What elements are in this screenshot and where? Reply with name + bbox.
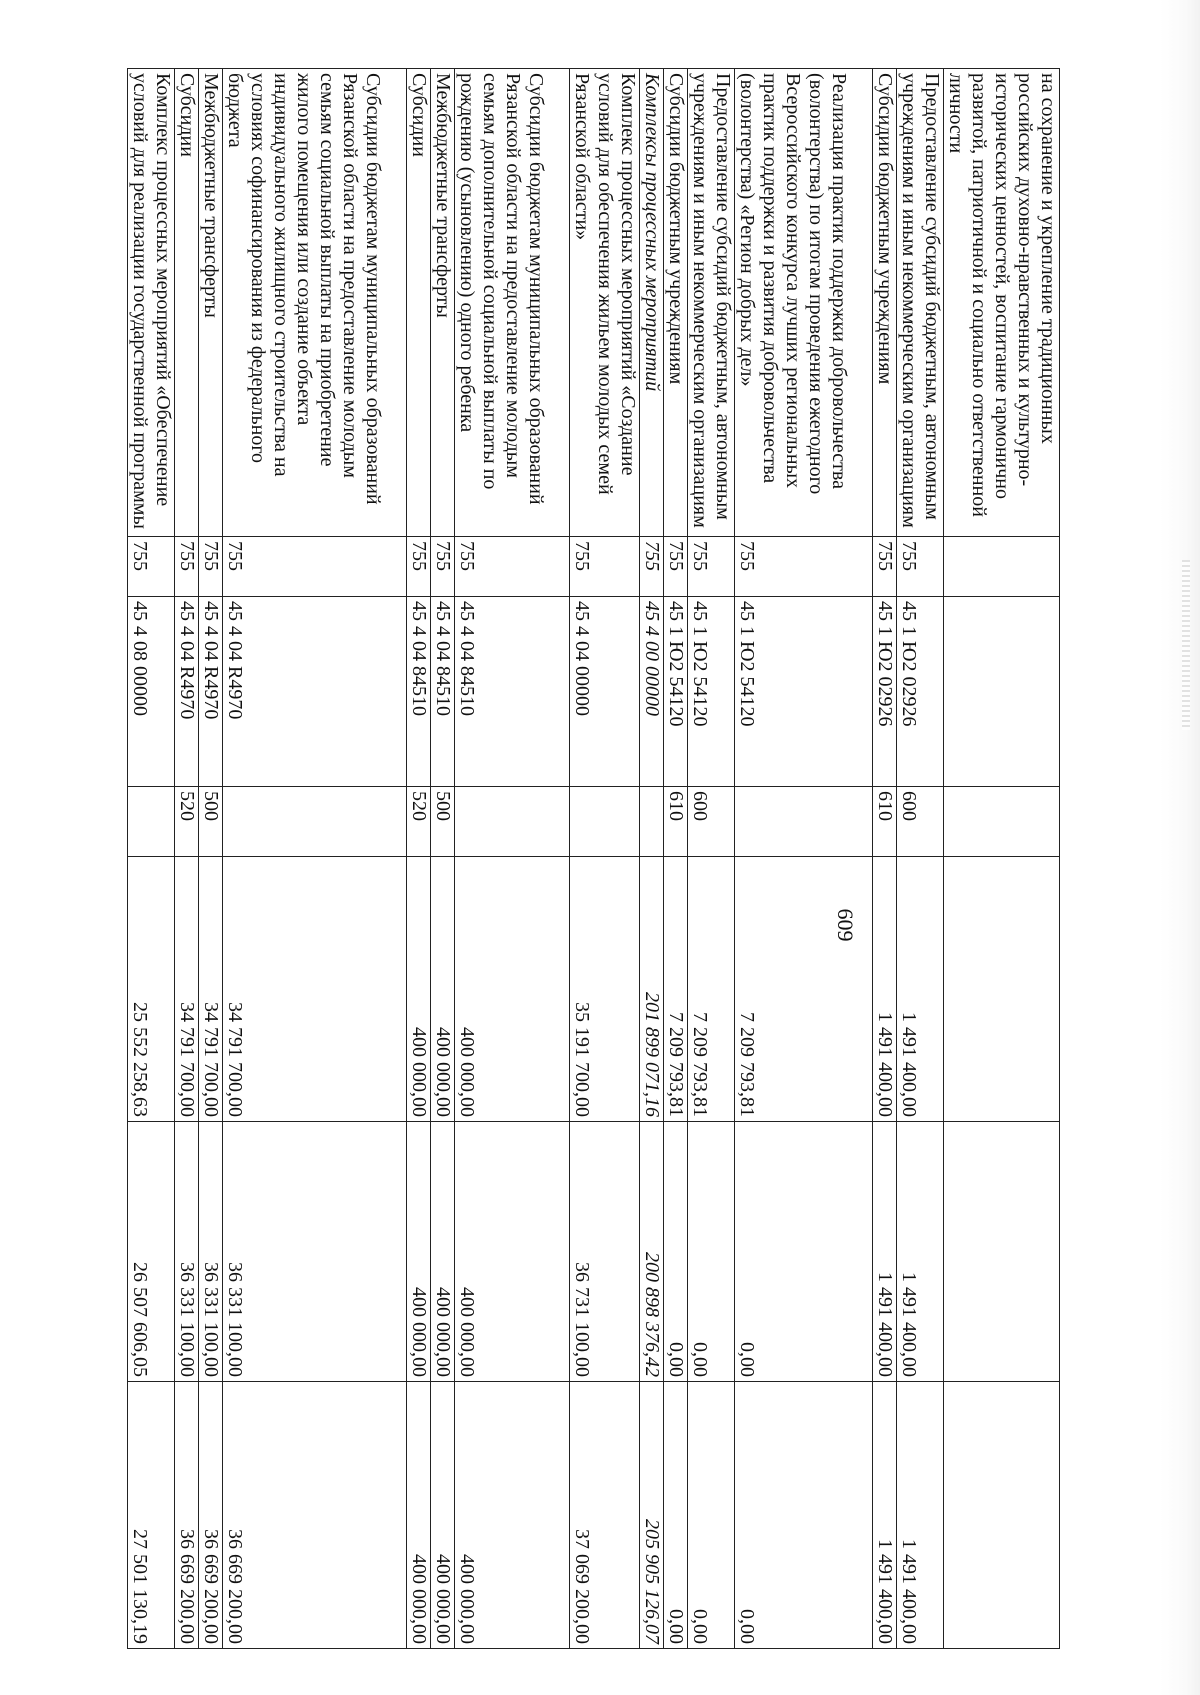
row-target-article: 45 4 04 00000	[570, 597, 640, 787]
table-row	[873, 69, 897, 1649]
row-target-article: 45 1 Ю2 02926	[873, 597, 897, 787]
row-description: Субсидии бюджетам муниципальных образований Рязанской области на предоставление молодым семьям дополнительной социальной выплаты по рождению (усыновлению) одного ребенка	[455, 69, 570, 537]
row-amount-year-1: 7 209 793,81	[735, 857, 873, 1122]
row-description: Субсидии бюджетам муниципальных образований Рязанской области на предоставление молодым семьям социальной выплаты на приобретение жилого помещения или создание объекта индивидуального жилищного строительства на условиях софинансирования из федерального бюджета	[223, 69, 407, 537]
table-row	[431, 69, 455, 1649]
row-expense-type	[223, 787, 407, 857]
row-target-article: 45 4 04 R4970	[199, 597, 223, 787]
row-amount-year-2: 26 507 606,05	[128, 1122, 175, 1382]
row-amount-year-1: 7 209 793,81	[688, 857, 735, 1122]
row-amount-year-1: 25 552 258,63	[128, 857, 175, 1122]
table-row	[944, 69, 1060, 1649]
row-amount-year-2: 400 000,00	[431, 1122, 455, 1382]
row-expense-type: 600	[897, 787, 944, 857]
row-grbs-code: 755	[407, 537, 431, 597]
row-expense-type: 600	[688, 787, 735, 857]
row-description: Реализация практик поддержки добровольчества (волонтерства) по итогам проведения ежегодного Всероссийского конкурса лучших региональных практик поддержки и развития добровольчества (волонтерства) «Регион добрых дел»	[735, 69, 873, 537]
table-row	[688, 69, 735, 1649]
row-grbs-code: 755	[873, 537, 897, 597]
row-description: Межбюджетные трансферты	[431, 69, 455, 537]
row-expense-type: 500	[431, 787, 455, 857]
row-amount-year-2: 200 898 376,42	[640, 1122, 664, 1382]
row-amount-year-2	[944, 1122, 1060, 1382]
row-target-article: 45 1 Ю2 54120	[664, 597, 688, 787]
table-row	[455, 69, 570, 1649]
row-target-article: 45 4 00 00000	[640, 597, 664, 787]
row-amount-year-3: 205 905 126,07	[640, 1382, 664, 1649]
row-grbs-code: 755	[735, 537, 873, 597]
row-description: Межбюджетные трансферты	[199, 69, 223, 537]
row-amount-year-1	[944, 857, 1060, 1122]
row-amount-year-2: 1 491 400,00	[897, 1122, 944, 1382]
scan-dust-marks	[1182, 560, 1190, 730]
row-grbs-code: 755	[128, 537, 175, 597]
row-amount-year-1: 400 000,00	[455, 857, 570, 1122]
row-grbs-code: 755	[431, 537, 455, 597]
page-number: 609	[833, 908, 858, 942]
row-amount-year-3: 400 000,00	[431, 1382, 455, 1649]
row-grbs-code: 755	[570, 537, 640, 597]
row-amount-year-3	[944, 1382, 1060, 1649]
row-amount-year-3: 37 069 200,00	[570, 1382, 640, 1649]
row-description: на сохранение и укрепление традиционных российских духовно-нравственных и культурно-исторических ценностей, воспитание гармонично развитой, патриотичной и социально ответственной личности	[944, 69, 1060, 537]
row-amount-year-2: 400 000,00	[407, 1122, 431, 1382]
table-row	[664, 69, 688, 1649]
row-amount-year-1: 400 000,00	[431, 857, 455, 1122]
row-expense-type	[570, 787, 640, 857]
row-amount-year-3: 0,00	[688, 1382, 735, 1649]
table-row	[175, 69, 199, 1649]
row-target-article: 45 1 Ю2 54120	[688, 597, 735, 787]
row-expense-type: 500	[199, 787, 223, 857]
row-amount-year-3: 1 491 400,00	[897, 1382, 944, 1649]
row-description: Комплекс процессных мероприятий «Обеспечение условий для реализации государственной программы	[128, 69, 175, 537]
row-target-article: 45 4 04 R4970	[223, 597, 407, 787]
row-target-article: 45 4 04 84510	[407, 597, 431, 787]
row-expense-type	[455, 787, 570, 857]
row-target-article: 45 4 08 00000	[128, 597, 175, 787]
row-expense-type: 520	[407, 787, 431, 857]
row-description: Комплекс процессных мероприятий «Создание условий для обеспечения жильем молодых семей Рязанской области»	[570, 69, 640, 537]
table-row	[570, 69, 640, 1649]
row-amount-year-3: 400 000,00	[455, 1382, 570, 1649]
row-expense-type	[128, 787, 175, 857]
row-expense-type	[735, 787, 873, 857]
row-target-article: 45 4 04 R4970	[175, 597, 199, 787]
budget-table-body	[128, 69, 1060, 1649]
row-amount-year-2: 36 731 100,00	[570, 1122, 640, 1382]
row-expense-type: 610	[664, 787, 688, 857]
scan-edge-shading	[1160, 0, 1200, 1695]
row-grbs-code: 755	[664, 537, 688, 597]
row-amount-year-2: 1 491 400,00	[873, 1122, 897, 1382]
row-amount-year-1: 1 491 400,00	[897, 857, 944, 1122]
table-row	[897, 69, 944, 1649]
row-amount-year-1: 1 491 400,00	[873, 857, 897, 1122]
row-amount-year-3: 0,00	[735, 1382, 873, 1649]
row-grbs-code: 755	[897, 537, 944, 597]
row-amount-year-3: 1 491 400,00	[873, 1382, 897, 1649]
row-amount-year-1: 7 209 793,81	[664, 857, 688, 1122]
row-amount-year-1: 400 000,00	[407, 857, 431, 1122]
row-expense-type: 610	[873, 787, 897, 857]
row-amount-year-2: 36 331 100,00	[223, 1122, 407, 1382]
table-row	[407, 69, 431, 1649]
row-target-article: 45 1 Ю2 54120	[735, 597, 873, 787]
row-description: Предоставление субсидий бюджетным, автономным учреждениям и иным некоммерческим организациям	[897, 69, 944, 537]
row-amount-year-1: 34 791 700,00	[199, 857, 223, 1122]
row-amount-year-2: 400 000,00	[455, 1122, 570, 1382]
row-target-article	[944, 597, 1060, 787]
row-amount-year-2: 0,00	[735, 1122, 873, 1382]
row-description: Субсидии бюджетным учреждениям	[873, 69, 897, 537]
row-amount-year-3: 36 669 200,00	[175, 1382, 199, 1649]
row-expense-type	[944, 787, 1060, 857]
row-amount-year-2: 36 331 100,00	[199, 1122, 223, 1382]
table-row	[640, 69, 664, 1649]
row-amount-year-3: 400 000,00	[407, 1382, 431, 1649]
table-row	[223, 69, 407, 1649]
row-grbs-code: 755	[688, 537, 735, 597]
row-amount-year-3: 36 669 200,00	[223, 1382, 407, 1649]
row-description: Предоставление субсидий бюджетным, автономным учреждениям и иным некоммерческим организациям	[688, 69, 735, 537]
budget-table	[127, 68, 1060, 1649]
row-amount-year-1: 34 791 700,00	[223, 857, 407, 1122]
row-expense-type: 520	[175, 787, 199, 857]
row-amount-year-1: 35 191 700,00	[570, 857, 640, 1122]
row-amount-year-3: 36 669 200,00	[199, 1382, 223, 1649]
row-amount-year-2: 36 331 100,00	[175, 1122, 199, 1382]
row-expense-type	[640, 787, 664, 857]
row-amount-year-2: 0,00	[664, 1122, 688, 1382]
table-row	[128, 69, 175, 1649]
row-grbs-code: 755	[640, 537, 664, 597]
row-amount-year-3: 27 501 130,19	[128, 1382, 175, 1649]
row-grbs-code: 755	[199, 537, 223, 597]
row-grbs-code: 755	[223, 537, 407, 597]
table-row	[735, 69, 873, 1649]
row-grbs-code: 755	[455, 537, 570, 597]
row-amount-year-2: 0,00	[688, 1122, 735, 1382]
row-grbs-code: 755	[175, 537, 199, 597]
rotated-page-content	[102, 68, 1060, 1648]
row-target-article: 45 1 Ю2 02926	[897, 597, 944, 787]
row-description: Субсидии	[175, 69, 199, 537]
row-amount-year-3: 0,00	[664, 1382, 688, 1649]
row-target-article: 45 4 04 84510	[431, 597, 455, 787]
row-description: Комплексы процессных мероприятий	[640, 69, 664, 537]
row-target-article: 45 4 04 84510	[455, 597, 570, 787]
row-description: Субсидии	[407, 69, 431, 537]
row-grbs-code	[944, 537, 1060, 597]
row-description: Субсидии бюджетным учреждениям	[664, 69, 688, 537]
table-row	[199, 69, 223, 1649]
row-amount-year-1: 201 899 071,16	[640, 857, 664, 1122]
row-amount-year-1: 34 791 700,00	[175, 857, 199, 1122]
